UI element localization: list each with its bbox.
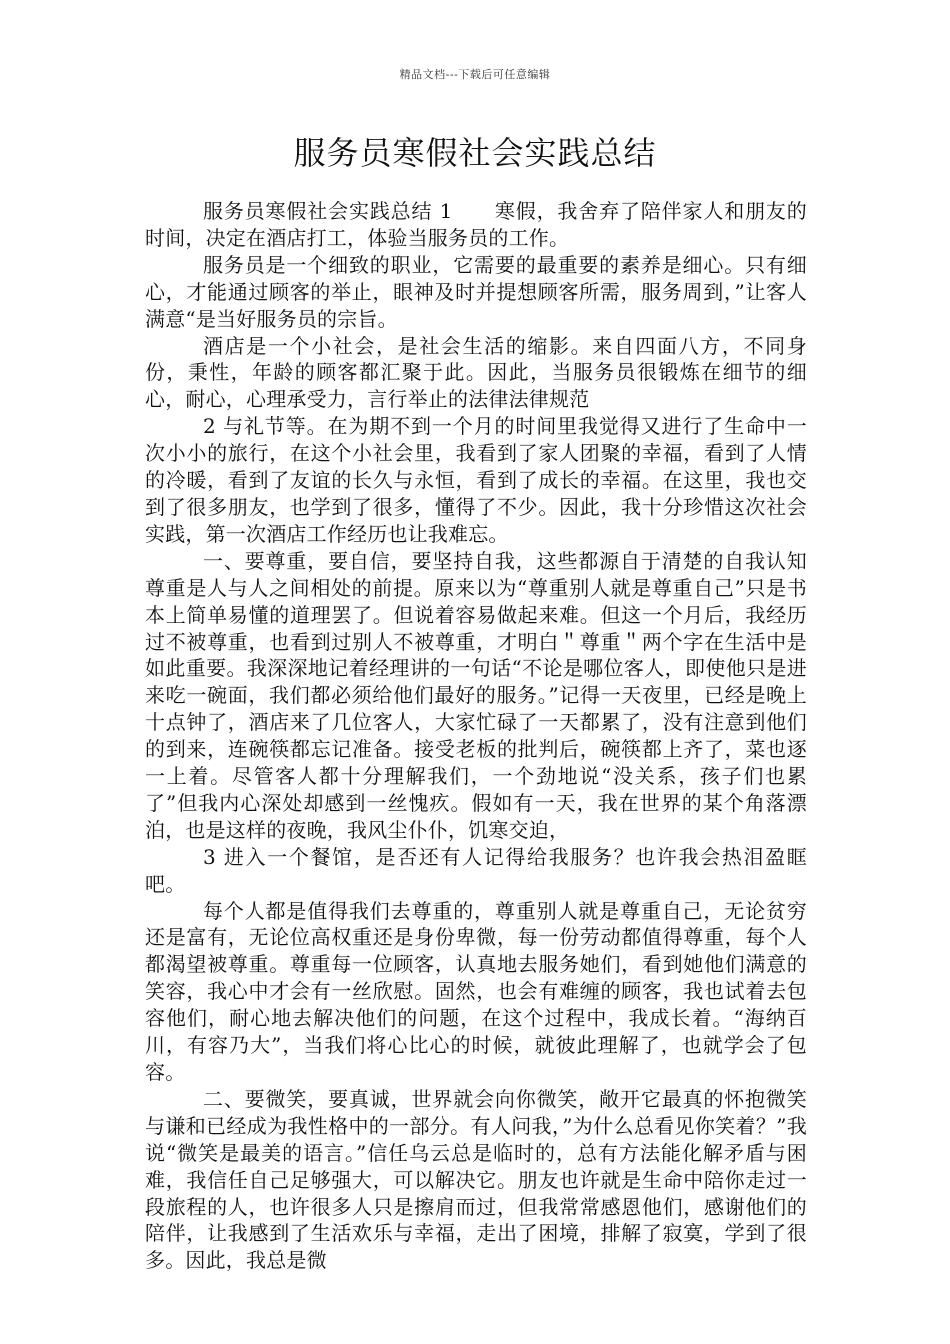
paragraph-smile: 二、要微笑，要真诚，世界就会向你微笑，敞开它最真的怀抱微笑与谦和已经成为我性格中的一部分。有人问我，”为什么总看见你笑着？”我说“微笑是最美的语言。”信任乌云总是临时的，总有方法能化解矛盾与困难，我信任自己足够强大，可以解决它。朋友也许就是生命中陪你走过一段旅程的人，也许很多人只是擦肩而过，但我常常感恩他们，感谢他们的陪伴，让我感到了生活欢乐与幸福，走出了困境，排解了寂寞，学到了很多。因此，我总是微 — [145, 1086, 807, 1273]
paragraph-hotel-society: 酒店是一个小社会，是社会生活的缩影。来自四面八方，不同身份，秉性，年龄的顾客都汇聚于此。因此，当服务员很锻炼在细节的细心，耐心，心理承受力，言行举止的法律法律规范 — [145, 333, 807, 412]
document-title: 服务员寒假社会实践总结 — [293, 134, 657, 172]
paragraph-etiquette: 2 与礼节等。在为期不到一个月的时间里我觉得又进行了生命中一次小小的旅行，在这个小社会里，我看到了家人团聚的幸福，看到了人情的冷暖，看到了友谊的长久与永恒，看到了成长的幸福。在这里，我也交到了很多朋友，也学到了很多，懂得了不少。因此，我十分珍惜这次社会实践，第一次酒店工作经历也让我难忘。 — [145, 414, 807, 546]
document-body — [145, 198, 848, 1274]
paragraph-waiter-role: 服务员是一个细致的职业，它需要的最重要的素养是细心。只有细心，才能通过顾客的举止，眼神及时并提想顾客所需，服务周到，”让客人满意“是当好服务员的宗旨。 — [145, 252, 807, 331]
page-header-note: 精品文档---下载后可任意编辑 — [399, 68, 551, 81]
paragraph-everyone-respected: 每个人都是值得我们去尊重的，尊重别人就是尊重自己，无论贫穷还是富有，无论位高权重还是身份卑微，每一份劳动都值得尊重，每个人都渴望被尊重。尊重每一位顾客，认真地去服务她们，看到她他们满意的笑容，我心中才会有一丝欣慰。固然，也会有难缠的顾客，我也试着去包容他们，耐心地去解决他们的问题，在这个过程中，我成长着。“海纳百川，有容乃大”，当我们将心比心的时候，就彼此理解了，也就学会了包容。 — [145, 898, 807, 1084]
paragraph-restaurant: 3 进入一个餐馆，是否还有人记得给我服务？也许我会热泪盈眶吧。 — [145, 844, 807, 896]
paragraph-intro: 服务员寒假社会实践总结 1 寒假，我舍弃了陪伴家人和朋友的时间，决定在酒店打工，体验当服务员的工作。 — [145, 199, 807, 250]
paragraph-respect: 一、要尊重，要自信，要坚持自我，这些都源自于清楚的自我认知 尊重是人与人之间相处的前提。原来以为“尊重别人就是尊重自己”只是书本上简单易懂的道理罢了。但说着容易做起来难。但这一个月后，我经历过不被尊重，也看到过别人不被尊重，才明白＂尊重＂两个字在生活中是如此重要。我深深地记着经理讲的一句话“不论是哪位客人，即使他只是进来吃一碗面，我们都必须给他们最好的服务。”记得一天夜里，已经是晚上十点钟了，酒店来了几位客人，大家忙碌了一天都累了，没有注意到他们的到来，连碗筷都忘记准备。接受老板的批判后，碗筷都上齐了，菜也逐一上着。尽管客人都十分理解我们，一个劲地说“没关系，孩子们也累了”但我内心深处却感到一丝愧疚。假如有一天，我在世界的某个角落漂泊，也是这样的夜晚，我风尘仆仆，饥寒交迫， — [145, 548, 848, 842]
